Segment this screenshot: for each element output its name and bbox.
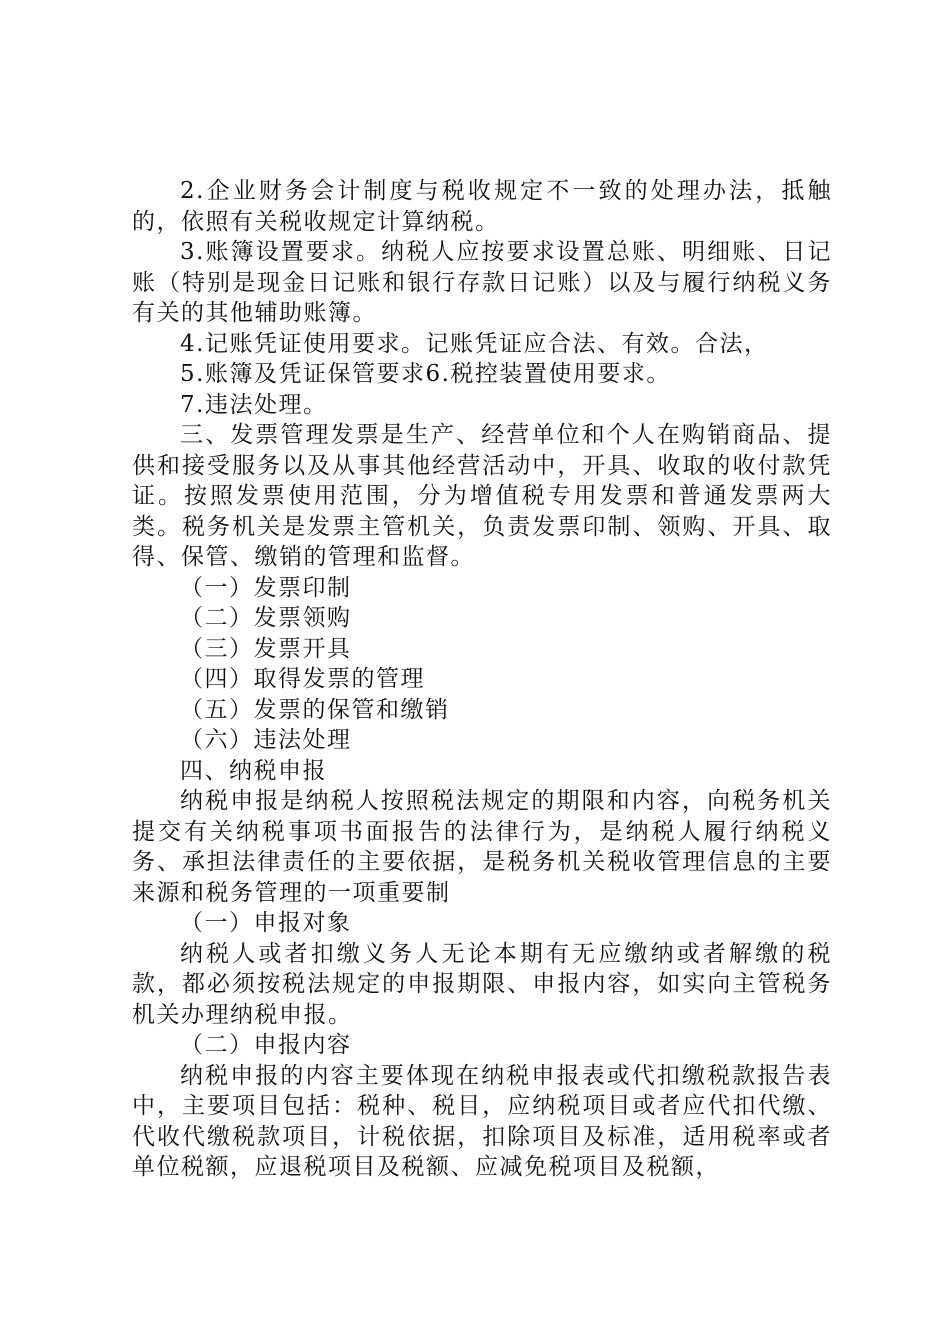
section-four-heading: 四、纳税申报 bbox=[180, 757, 327, 784]
subheading-declaration-object: （一）申报对象 bbox=[180, 910, 352, 936]
subheading-declaration-content: （二）申报内容 bbox=[180, 1032, 352, 1058]
document-body bbox=[132, 176, 832, 1183]
paragraph-2: 3.账簿设置要求。纳税人应按要求设置总账、明细账、日记账（特别是现金日记账和银行存款日记账）以及与履行纳税义务有关的其他辅助账簿。 bbox=[132, 239, 832, 326]
paragraph-1: 2.企业财务会计制度与税收规定不一致的处理办法，抵触的，依照有关税收规定计算纳税。 bbox=[132, 178, 832, 235]
list-item-invoice-purchase: （二）发票领购 bbox=[180, 605, 352, 631]
paragraph-tax-declaration: 纳税申报是纳税人按照税法规定的期限和内容，向税务机关提交有关纳税事项书面报告的法律行为，是纳税人履行纳税义务、承担法律责任的主要依据，是税务机关税收管理信息的主要来源和税务管理的一项重要制 bbox=[132, 788, 832, 906]
paragraph-declaration-content: 纳税申报的内容主要体现在纳税申报表或代扣缴税款报告表中，主要项目包括：税种、税目，应纳税项目或者应代扣代缴、代收代缴税款项目，计税依据，扣除项目及标准，适用税率或者单位税额，应退税项目及税额、应减免税项目及税额， bbox=[132, 1062, 832, 1180]
list-item-invoice-printing: （一）发票印制 bbox=[180, 574, 352, 601]
list-item-invoice-issuing: （三）发票开具 bbox=[180, 635, 352, 662]
paragraph-declaration-object: 纳税人或者扣缴义务人无论本期有无应缴纳或者解缴的税款，都必须按税法规定的申报期限、申报内容，如实向主管税务机关办理纳税申报。 bbox=[132, 940, 832, 1028]
section-three-paragraph: 三、发票管理发票是生产、经营单位和个人在购销商品、提供和接受服务以及从事其他经营活动中，开具、收取的收付款凭证。按照发票使用范围，分为增值税专用发票和普通发票两大类。税务机关是发票主管机关，负责发票印制、领购、开具、取得、保管、缴销的管理和监督。 bbox=[132, 422, 832, 570]
paragraph-5: 7.违法处理。 bbox=[180, 391, 328, 418]
paragraph-4: 5.账簿及凭证保管要求6.税控装置使用要求。 bbox=[180, 361, 671, 387]
paragraph-3: 4.记账凭证使用要求。记账凭证应合法、有效。合法， bbox=[180, 330, 769, 357]
list-item-invoice-acquisition: （四）取得发票的管理 bbox=[180, 666, 425, 692]
list-item-invoice-custody: （五）发票的保管和缴销 bbox=[180, 696, 450, 723]
list-item-violation-handling: （六）违法处理 bbox=[180, 727, 352, 753]
